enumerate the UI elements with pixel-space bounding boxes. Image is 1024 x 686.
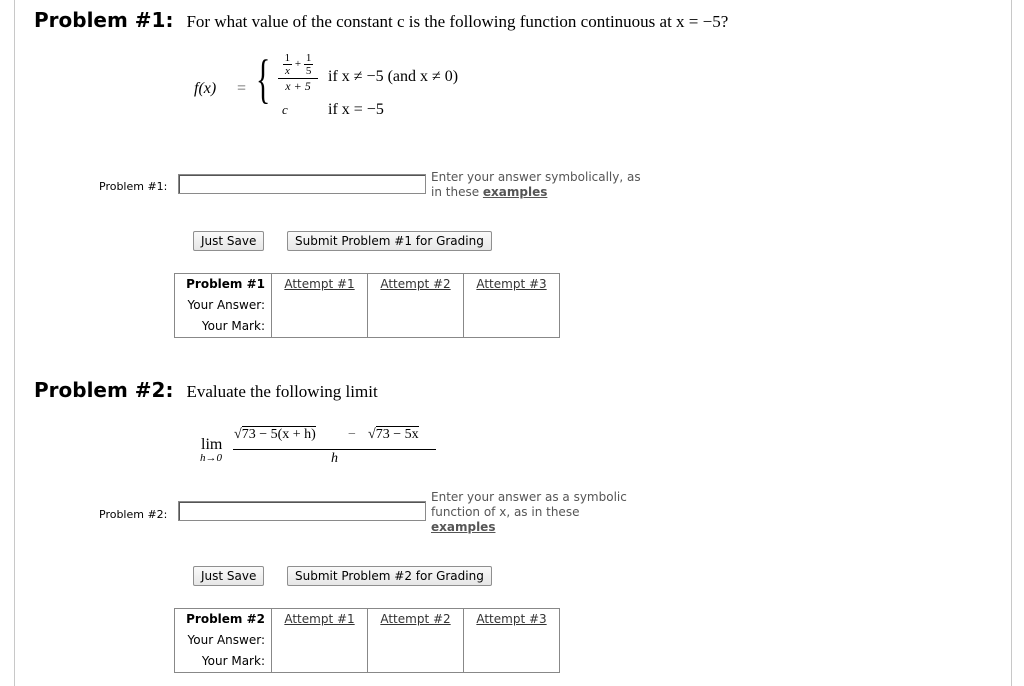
page-frame — [14, 0, 1012, 686]
sqrt-b: √73 − 5x — [368, 427, 419, 442]
function-label: f(x) — [194, 80, 217, 97]
denominator: h — [331, 451, 338, 466]
equals-sign: = — [237, 80, 247, 97]
problem-2-heading: Problem #2: — [34, 378, 174, 402]
attempt-2-link[interactable]: Attempt #2 — [380, 277, 451, 291]
problem-1-attempts-table — [174, 273, 560, 338]
numerator-minus: − — [348, 427, 356, 442]
limit-label: lim — [201, 436, 223, 453]
your-answer-label: Your Answer: — [187, 633, 265, 647]
attempt-1-link[interactable]: Attempt #1 — [284, 612, 355, 626]
sqrt-a: √73 − 5(x + h) — [234, 427, 316, 442]
attempt-2-column — [368, 609, 464, 673]
problem-1-side-label: Problem #1: — [99, 180, 168, 193]
attempts-header: Problem #1 — [186, 277, 265, 291]
your-mark-label: Your Mark: — [201, 319, 265, 333]
frac-plus: + — [294, 58, 302, 71]
limit-subscript: h→0 — [200, 452, 222, 464]
frac-num-a: 1 — [284, 52, 291, 64]
problem-1-just-save-button[interactable]: Just Save — [193, 231, 264, 251]
problem-2-attempts-table — [174, 608, 560, 673]
problem-1-examples-link[interactable]: examples — [482, 185, 548, 199]
problem-1-question: For what value of the constant c is the following function continuous at x = −5? — [186, 12, 729, 31]
attempt-3-link[interactable]: Attempt #3 — [476, 277, 547, 291]
attempt-2-column — [368, 274, 464, 338]
attempt-3-column — [464, 609, 560, 673]
attempts-label-column — [175, 609, 272, 673]
problem-2-question: Evaluate the following limit — [186, 382, 378, 401]
frac-denominator: x + 5 — [285, 79, 311, 93]
sqrt-b-radicand: 73 − 5x — [375, 427, 419, 442]
left-brace: { — [256, 49, 271, 109]
problem-2-just-save-button[interactable]: Just Save — [193, 566, 264, 586]
case-2-value: c — [282, 102, 288, 117]
frac-den-b: 5 — [305, 65, 312, 77]
fraction-bar — [233, 449, 436, 450]
case-1-condition: if x ≠ −5 (and x ≠ 0) — [328, 68, 459, 85]
attempt-2-link[interactable]: Attempt #2 — [380, 612, 451, 626]
problem-2-submit-button[interactable]: Submit Problem #2 for Grading — [287, 566, 492, 586]
attempt-1-column — [272, 274, 368, 338]
your-mark-label: Your Mark: — [201, 654, 265, 668]
attempt-1-link[interactable]: Attempt #1 — [284, 277, 355, 291]
frac-den-a: x — [284, 65, 290, 77]
problem-1-hint — [431, 170, 641, 200]
problem-1-heading: Problem #1: — [34, 8, 174, 32]
problem-2-hint — [431, 490, 646, 535]
problem-2-hint-text: Enter your answer as a symbolic function of x, as in these — [431, 490, 627, 519]
frac-num-b: 1 — [305, 52, 312, 64]
case-2-condition: if x = −5 — [328, 101, 384, 118]
attempt-3-column — [464, 274, 560, 338]
problem-2-examples-link[interactable]: examples — [431, 520, 496, 534]
attempt-3-link[interactable]: Attempt #3 — [476, 612, 547, 626]
your-answer-label: Your Answer: — [187, 298, 265, 312]
problem-1-title — [34, 8, 728, 32]
attempts-label-column — [175, 274, 272, 338]
attempts-header: Problem #2 — [186, 612, 265, 626]
attempt-1-column — [272, 609, 368, 673]
problem-2-answer-input[interactable] — [178, 501, 426, 521]
problem-2-title — [34, 378, 378, 402]
problem-1-hint-text: Enter your answer symbolically, as in these — [431, 170, 641, 199]
problem-1-submit-button[interactable]: Submit Problem #1 for Grading — [287, 231, 492, 251]
case-1-fraction — [278, 52, 318, 94]
problem-1-answer-input[interactable] — [178, 174, 426, 194]
problem-2-side-label: Problem #2: — [99, 508, 168, 521]
sqrt-a-radicand: 73 − 5(x + h) — [241, 427, 316, 442]
